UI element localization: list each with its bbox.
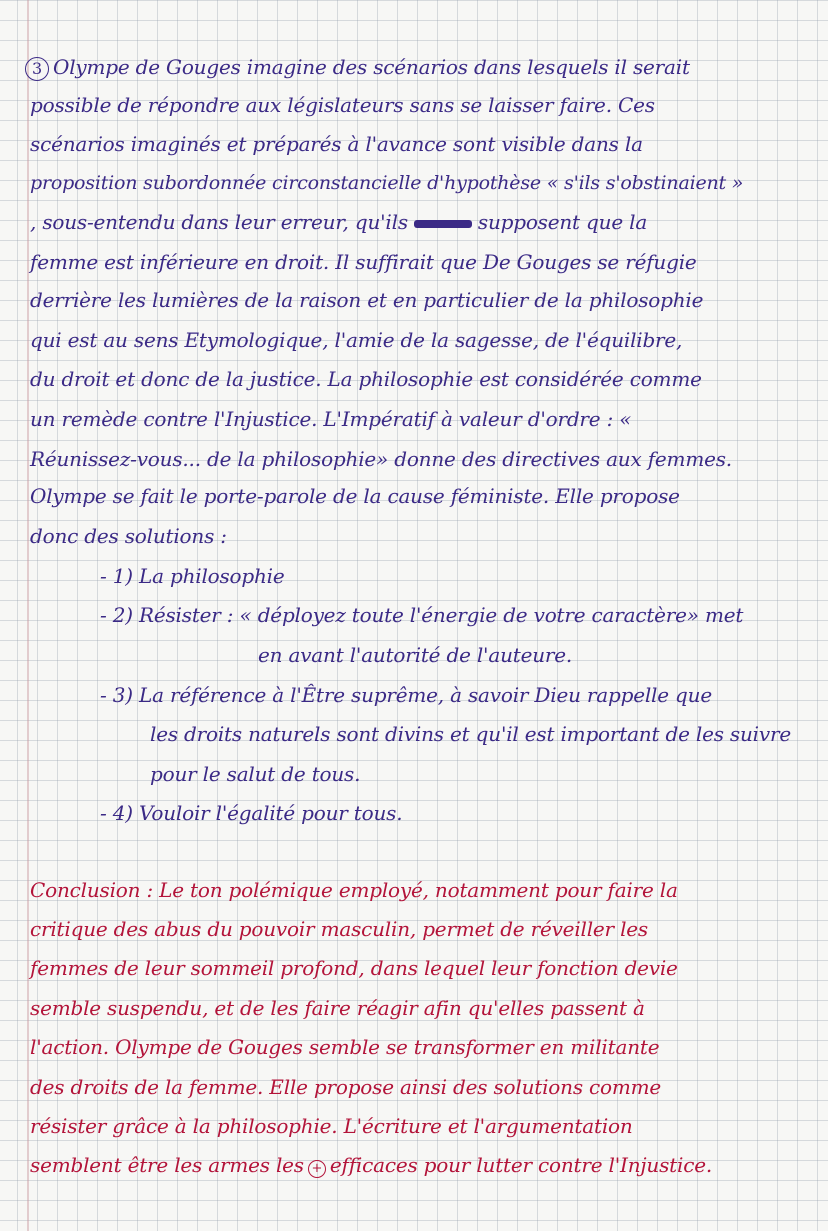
page-margin-line <box>27 0 29 1231</box>
conclusion-line: résister grâce à la philosophie. L'écriture et l'argumentation <box>30 1114 633 1138</box>
conclusion-line-final <box>30 1155 712 1178</box>
section-heading-line <box>25 57 690 81</box>
conclusion-line: l'action. Olympe de Gouges semble se transformer en militante <box>30 1035 660 1059</box>
text-line: donc des solutions : <box>30 524 227 548</box>
list-item: - 3) La référence à l'Être suprême, à savoir Dieu rappelle que <box>100 683 712 707</box>
text-line: du droit et donc de la justice. La philosophie est considérée comme <box>30 367 702 391</box>
text-fragment: efficaces pour lutter contre l'Injustice. <box>329 1153 712 1177</box>
text-fragment: , sous-entendu dans leur erreur, qu'ils <box>30 210 408 234</box>
crossed-out-word <box>414 220 472 228</box>
text-line: derrière les lumières de la raison et en particulier de la philosophie <box>30 288 704 312</box>
text-line: qui est au sens Etymologique, l'amie de la sagesse, de l'équilibre, <box>30 328 683 352</box>
text-line: femme est inférieure en droit. Il suffirait que De Gouges se réfugie <box>30 250 697 274</box>
text-fragment: semblent être les armes les <box>30 1153 304 1177</box>
text-line: Olympe de Gouges imagine des scénarios dans lesquels il serait <box>53 55 690 79</box>
conclusion-line: critique des abus du pouvoir masculin, permet de réveiller les <box>30 917 648 941</box>
conclusion-line: Conclusion : Le ton polémique employé, notamment pour faire la <box>30 878 678 902</box>
conclusion-line: des droits de la femme. Elle propose ainsi des solutions comme <box>30 1075 662 1099</box>
conclusion-line: semble suspendu, et de les faire réagir afin qu'elles passent à <box>30 996 645 1020</box>
text-line: Réunissez-vous... de la philosophie» donne des directives aux femmes. <box>30 447 732 471</box>
section-number-circle: 3 <box>25 57 49 81</box>
list-item: - 1) La philosophie <box>100 564 285 588</box>
text-line: un remède contre l'Injustice. L'Impératif à valeur d'ordre : « <box>30 407 632 431</box>
list-item: - 4) Vouloir l'égalité pour tous. <box>100 801 403 825</box>
list-item: - 2) Résister : « déployez toute l'énergie de votre caractère» met <box>100 603 744 627</box>
text-line: Olympe se fait le porte-parole de la cause féministe. Elle propose <box>30 484 680 508</box>
list-item-continuation: en avant l'autorité de l'auteure. <box>258 643 573 667</box>
text-line: possible de répondre aux législateurs sans se laisser faire. Ces <box>30 93 655 117</box>
plus-circle-symbol: + <box>308 1160 326 1178</box>
text-fragment: supposent que la <box>477 210 648 234</box>
conclusion-line: femmes de leur sommeil profond, dans lequel leur fonction devie <box>30 956 678 980</box>
list-item-continuation: pour le salut de tous. <box>150 762 361 786</box>
text-line: proposition subordonnée circonstancielle d'hypothèse « s'ils s'obstinaient » <box>30 172 744 194</box>
text-line-with-crossout <box>30 212 647 232</box>
list-item-continuation: les droits naturels sont divins et qu'il est important de les suivre <box>150 722 791 746</box>
text-line: scénarios imaginés et préparés à l'avance sont visible dans la <box>30 132 643 156</box>
